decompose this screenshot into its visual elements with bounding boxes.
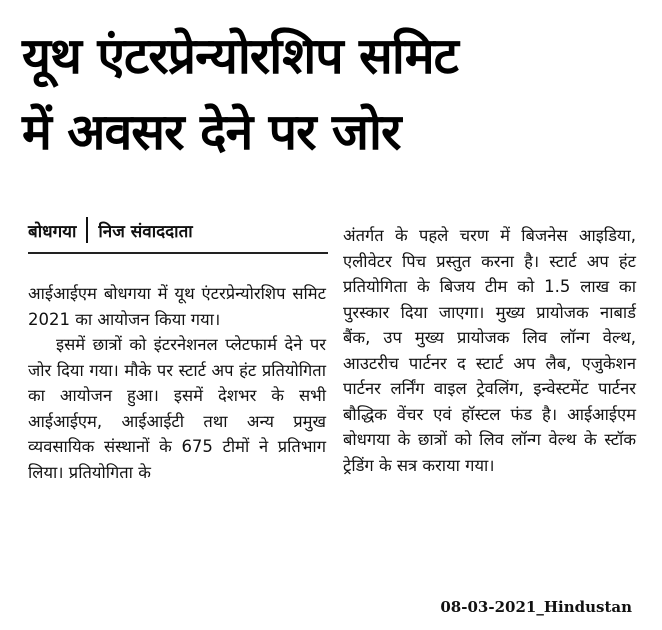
headline	[22, 18, 642, 170]
article-paragraph: अंतर्गत के पहले चरण में बिजनेस आइडिया, एलीवेटर पिच प्रस्तुत करना है। स्टार्ट अप हंट प्रतियोगिता के बिजय टीम को 1.5 लाख का पुरस्कार दिया जाएगा। मुख्य प्रायोजक नाबार्ड बैंक, उप मुख्य प्रायोजक लिव लॉन्ग वेल्थ, आउटरीच पार्टनर द स्टार्ट अप लैब, एजुकेशन पार्टनर लर्निंग वाइल ट्रेवलिंग, इन्वेस्टमेंट पार्टनर बौद्धिक वेंचर एवं हॉस्टल फंड है। आईआईएम बोधगया के छात्रों को लिव लॉन्ग वेल्थ के स्टॉक ट्रेडिंग के सत्र कराया गया।	[343, 226, 636, 475]
byline-reporter: निज संवाददाता	[98, 221, 193, 242]
article-paragraph: आईआईएम बोधगया में यूथ एंटरप्रेन्योरशिप समिट 2021 का आयोजन किया गया।	[28, 284, 326, 329]
headline-line-2: में अवसर देने पर जोर	[22, 103, 401, 161]
byline	[28, 214, 193, 246]
article-column-left	[28, 281, 326, 485]
source-credit: 08-03-2021_Hindustan	[440, 598, 632, 616]
article-column-right	[343, 223, 636, 478]
byline-divider	[28, 252, 328, 254]
byline-separator	[86, 217, 88, 243]
headline-line-1: यूथ एंटरप्रेन्योरशिप समिट	[22, 27, 458, 85]
article-paragraph: इसमें छात्रों को इंटरनेशनल प्लेटफार्म देने पर जोर दिया गया। मौके पर स्टार्ट अप हंट प्रतियोगिता का आयोजन हुआ। इसमें देशभर के सभी आईआईएम, आईआईटी तथा अन्य प्रमुख व्यवसायिक संस्थानों के 675 टीमों ने प्रतिभाग लिया। प्रतियोगिता के	[28, 335, 326, 482]
byline-location: बोधगया	[28, 221, 77, 242]
